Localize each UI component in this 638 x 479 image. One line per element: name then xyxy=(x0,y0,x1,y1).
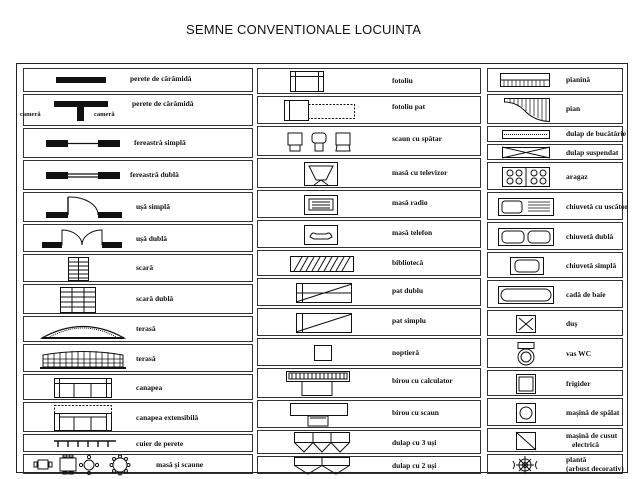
label: cuier de perete xyxy=(136,439,184,448)
row-canapea xyxy=(23,374,253,400)
row-terasa-2 xyxy=(23,344,253,372)
label: plantă xyxy=(566,455,587,464)
row-perete-2 xyxy=(20,94,253,126)
row-fereastra-dubla xyxy=(23,160,253,190)
row-pianina xyxy=(487,68,623,92)
label: pat simplu xyxy=(392,316,426,325)
bookcase-icon xyxy=(290,256,354,272)
row-dulap-2-usi xyxy=(257,456,481,474)
row-masina-spalat xyxy=(487,398,623,426)
row-biblioteca xyxy=(257,250,481,276)
label-line-2: electrică xyxy=(572,440,600,449)
label: ușă dublă xyxy=(136,234,168,243)
label: perete de cărămidă xyxy=(130,74,192,83)
label: fotoliu xyxy=(392,76,413,85)
computer-desk-icon xyxy=(286,371,350,397)
brick-wall-icon xyxy=(56,77,106,85)
label: birou cu scaun xyxy=(392,408,439,417)
double-window-icon xyxy=(46,171,120,181)
row-cada xyxy=(487,280,623,308)
row-usa-dubla xyxy=(23,224,253,252)
single-bed-icon xyxy=(296,313,352,333)
stairs-icon xyxy=(68,257,90,281)
label: pian xyxy=(566,104,581,113)
label: masă telefon xyxy=(392,228,433,237)
row-fereastra-simpla xyxy=(23,128,253,158)
row-scara xyxy=(23,254,253,282)
radio-table-icon xyxy=(304,195,338,215)
row-dulap-bucatarie xyxy=(487,126,627,142)
label: canapea extensibilă xyxy=(136,413,199,422)
wall-cabinet-icon xyxy=(502,147,550,159)
chair-backrest-icon xyxy=(286,131,352,153)
label: scară xyxy=(136,263,154,272)
legend-column-3 xyxy=(487,68,629,473)
row-scara-dubla xyxy=(23,284,253,314)
row-pian xyxy=(487,94,623,124)
label: perete de cărămidă xyxy=(132,99,194,108)
label: ușă simplă xyxy=(136,202,170,211)
double-bed-icon xyxy=(296,283,352,303)
wardrobe-3-doors-icon xyxy=(294,432,350,454)
row-chiuveta-simpla xyxy=(487,252,623,278)
sink-drainer-icon xyxy=(498,198,554,216)
label: terasă xyxy=(136,354,156,363)
label: dulap cu 2 uși xyxy=(392,461,437,470)
row-pat-dublu xyxy=(257,278,481,306)
row-chiuveta-dubla xyxy=(487,222,623,250)
label: dulap de bucătărie xyxy=(566,129,627,138)
label: dulap cu 3 uși xyxy=(392,438,437,447)
sofa-icon xyxy=(54,378,112,398)
row-masa-tv xyxy=(257,158,481,188)
armchair-bed-icon xyxy=(284,100,356,122)
label: mașină de spălat xyxy=(566,408,620,417)
label: terasă xyxy=(136,324,156,333)
bathtub-icon xyxy=(498,286,554,304)
terrace-rect-icon xyxy=(40,349,126,369)
label: aragaz xyxy=(566,172,588,181)
row-perete-1 xyxy=(23,68,253,92)
coat-rack-icon xyxy=(54,439,116,449)
label-camera-left: cameră xyxy=(20,111,41,118)
label: cadă de baie xyxy=(566,290,606,299)
legend-column-2 xyxy=(257,68,481,468)
row-birou-calculator xyxy=(257,368,481,398)
legend-column-1 xyxy=(20,68,253,469)
row-terasa-1 xyxy=(23,316,253,342)
stove-icon xyxy=(502,167,550,187)
row-birou-scaun xyxy=(257,400,481,428)
label-line-2: (arbust decorativ) xyxy=(566,464,624,473)
row-masa-telefon xyxy=(257,220,481,248)
label: canapea xyxy=(136,383,163,392)
label: masă cu televizor xyxy=(392,168,448,177)
label: chiuvetă simplă xyxy=(566,261,617,270)
upright-piano-icon xyxy=(500,73,550,87)
label: vas WC xyxy=(566,349,592,358)
table-chairs-icon xyxy=(34,455,142,475)
row-fotoliu xyxy=(257,68,481,94)
label: pat dublu xyxy=(392,286,424,295)
label: birou cu calculator xyxy=(392,376,453,385)
double-sink-icon xyxy=(498,228,554,246)
row-usa-simpla xyxy=(23,192,253,222)
label: scară dublă xyxy=(136,294,174,303)
sewing-machine-icon xyxy=(516,432,536,450)
single-sink-icon xyxy=(510,257,544,275)
label: mașină de cusut xyxy=(566,431,618,440)
row-chiuveta-uscator xyxy=(487,192,629,220)
row-vas-wc xyxy=(487,338,623,368)
double-stairs-icon xyxy=(60,287,96,313)
label: masă radio xyxy=(392,198,428,207)
row-scaun-spatar xyxy=(257,126,481,156)
label: chiuvetă dublă xyxy=(566,232,614,241)
tv-table-icon xyxy=(304,162,338,186)
label: scaun cu spătar xyxy=(392,134,443,143)
wardrobe-2-doors-icon xyxy=(294,457,350,475)
terrace-arched-icon xyxy=(42,319,124,339)
nightstand-icon xyxy=(314,345,332,361)
label: fotoliu pat xyxy=(392,102,426,111)
single-door-icon xyxy=(46,196,122,220)
row-masa-scaune xyxy=(23,454,253,474)
label: pianină xyxy=(566,75,591,84)
row-pat-simplu xyxy=(257,308,481,336)
label-camera-right: cameră xyxy=(94,111,115,118)
row-canapea-extensibila xyxy=(23,402,253,432)
label: chiuvetă cu uscător xyxy=(566,202,629,211)
phone-table-icon xyxy=(304,225,338,245)
row-dulap-3-usi xyxy=(257,430,481,454)
label: duș xyxy=(566,319,578,328)
grand-piano-icon xyxy=(504,98,550,122)
label: masă și scaune xyxy=(156,460,204,469)
label: noptieră xyxy=(392,348,420,357)
row-cuier xyxy=(23,434,253,452)
armchair-icon xyxy=(290,71,324,93)
double-door-icon xyxy=(42,228,122,250)
row-masa-radio xyxy=(257,190,481,218)
row-noptiera xyxy=(257,338,481,366)
plant-icon xyxy=(510,456,540,474)
desk-chair-icon xyxy=(290,403,348,427)
label: fereastră dublă xyxy=(130,170,179,179)
toilet-icon xyxy=(516,342,536,366)
row-fotoliu-pat xyxy=(257,96,481,124)
washing-machine-icon xyxy=(516,403,536,423)
label: bibliotecă xyxy=(392,258,424,267)
row-planta xyxy=(487,454,623,474)
row-aragaz xyxy=(487,162,623,190)
row-dus xyxy=(487,310,623,336)
legend-table xyxy=(16,63,628,473)
row-dulap-suspendat xyxy=(487,144,623,160)
label: fereastră simplă xyxy=(134,138,186,147)
label: dulap suspendat xyxy=(566,148,619,157)
row-masina-cusut xyxy=(487,428,623,452)
page-title: SEMNE CONVENTIONALE LOCUINTA xyxy=(186,22,422,37)
single-window-icon xyxy=(46,139,120,149)
fridge-icon xyxy=(516,374,536,394)
sofa-bed-icon xyxy=(54,405,112,431)
label: frigider xyxy=(566,379,591,388)
shower-icon xyxy=(516,315,536,333)
kitchen-cabinet-icon xyxy=(502,130,550,140)
row-frigider xyxy=(487,370,623,396)
